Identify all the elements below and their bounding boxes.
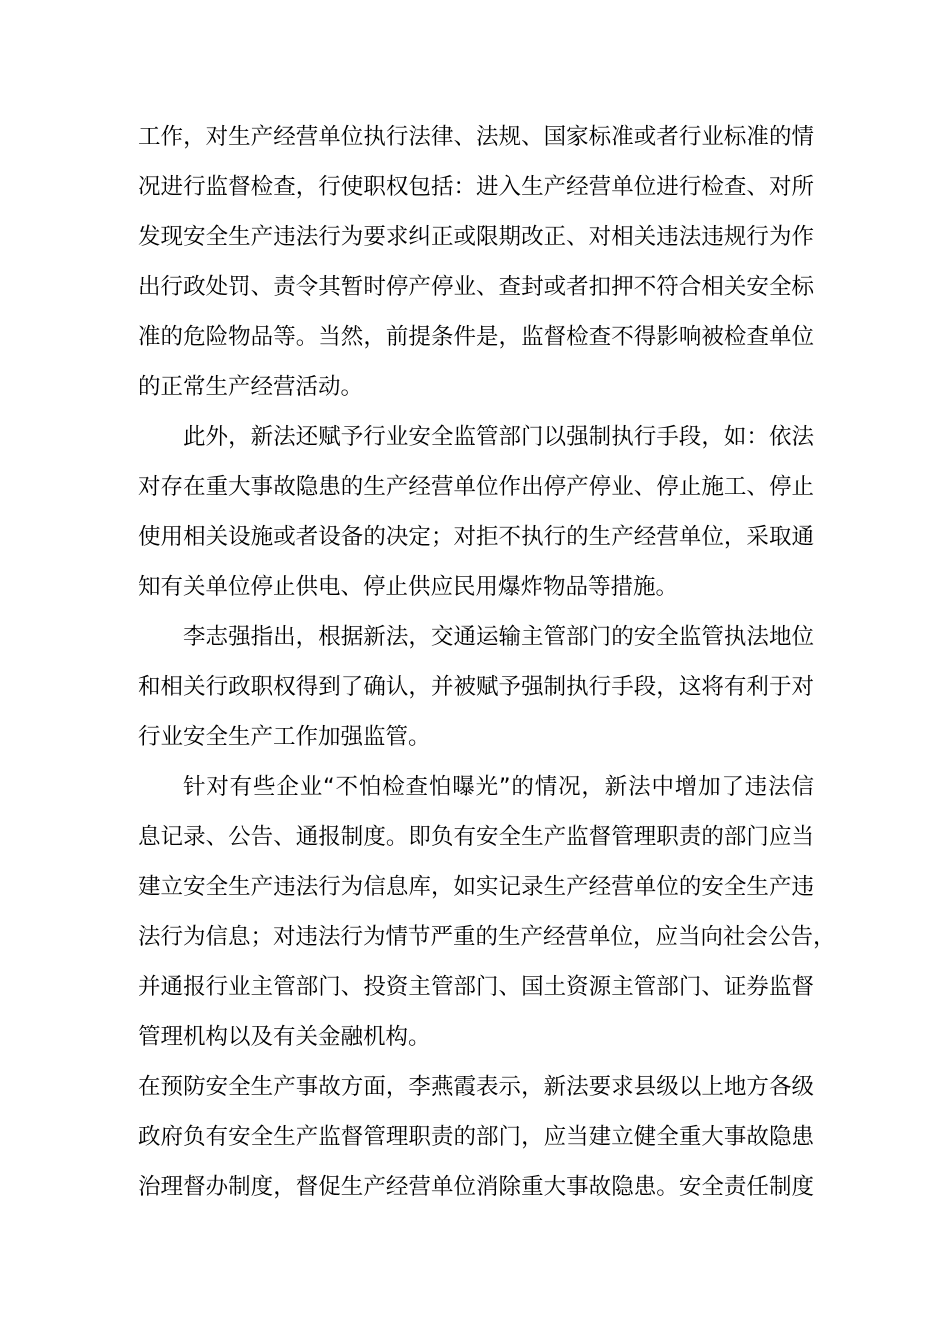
text-line: 况进行监督检查，行使职权包括：进入生产经营单位进行检查、对所 <box>138 174 814 200</box>
text-line: 政府负有安全生产监督管理职责的部门，应当建立健全重大事故隐患 <box>138 1124 814 1150</box>
text-line: 建立安全生产违法行为信息库，如实记录生产经营单位的安全生产违 <box>138 874 814 900</box>
text-line: 李志强指出，根据新法，交通运输主管部门的安全监管执法地位 <box>183 624 814 650</box>
text-line: 行业安全生产工作加强监管。 <box>138 724 431 750</box>
text-line: 治理督办制度，督促生产经营单位消除重大事故隐患。安全责任制度 <box>138 1174 814 1200</box>
text-line: 法行为信息；对违法行为情节严重的生产经营单位，应当向社会公告， <box>138 924 836 950</box>
text-line: 并通报行业主管部门、投资主管部门、国土资源主管部门、证券监督 <box>138 974 814 1000</box>
text-line: 和相关行政职权得到了确认，并被赋予强制执行手段，这将有利于对 <box>138 674 814 700</box>
text-line: 出行政处罚、责令其暂时停产停业、查封或者扣押不符合相关安全标 <box>138 274 814 300</box>
paragraph-4 <box>138 762 836 1062</box>
text-line: 管理机构以及有关金融机构。 <box>138 1024 431 1050</box>
paragraph-5 <box>138 1062 814 1212</box>
text-line: 知有关单位停止供电、停止供应民用爆炸物品等措施。 <box>138 574 679 600</box>
text-line: 针对有些企业“不怕检查怕曝光”的情况，新法中增加了违法信 <box>183 774 814 800</box>
text-line: 的正常生产经营活动。 <box>138 374 364 400</box>
paragraph-1 <box>138 112 814 412</box>
text-line: 在预防安全生产事故方面，李燕霞表示，新法要求县级以上地方各级 <box>138 1074 814 1100</box>
text-line: 对存在重大事故隐患的生产经营单位作出停产停业、停止施工、停止 <box>138 474 814 500</box>
text-line: 工作，对生产经营单位执行法律、法规、国家标准或者行业标准的情 <box>138 124 814 150</box>
document-body <box>138 112 836 1212</box>
text-line: 此外，新法还赋予行业安全监管部门以强制执行手段，如：依法 <box>183 424 814 450</box>
paragraph-2 <box>138 412 814 612</box>
text-line: 发现安全生产违法行为要求纠正或限期改正、对相关违法违规行为作 <box>138 224 814 250</box>
text-line: 使用相关设施或者设备的决定；对拒不执行的生产经营单位，采取通 <box>138 524 814 550</box>
text-line: 息记录、公告、通报制度。即负有安全生产监督管理职责的部门应当 <box>138 824 814 850</box>
text-line: 准的危险物品等。当然，前提条件是，监督检查不得影响被检查单位 <box>138 324 814 350</box>
paragraph-3 <box>138 612 814 762</box>
